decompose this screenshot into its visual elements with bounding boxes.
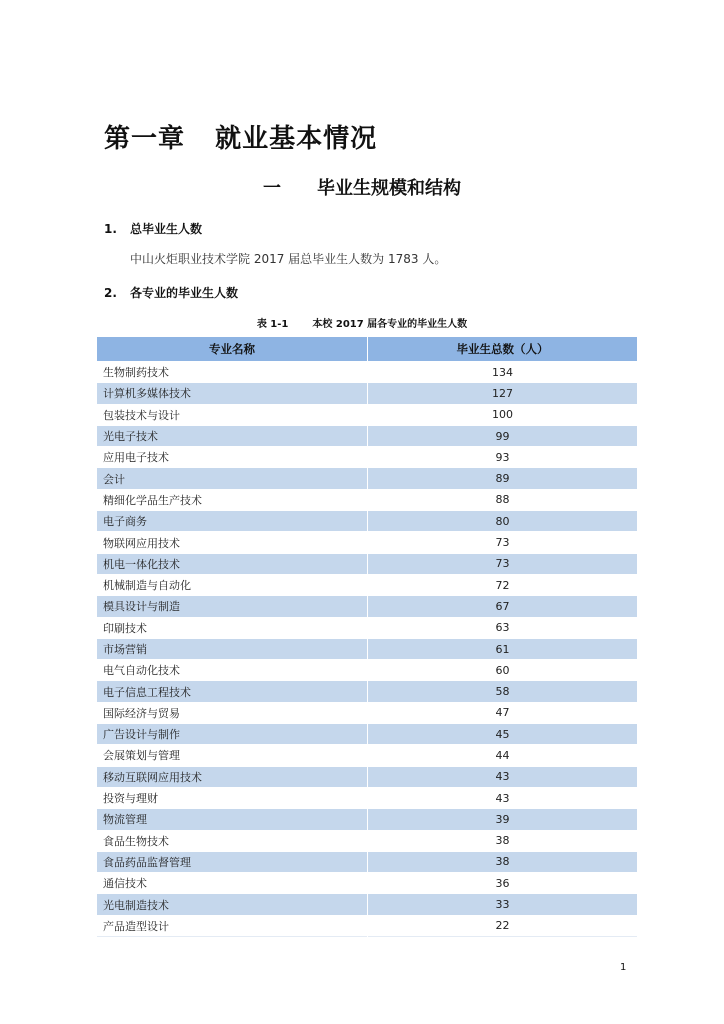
subsection-title: 各专业的毕业生人数 (130, 286, 239, 300)
subsection-heading-total (104, 220, 202, 237)
major-name-cell: 投资与理财 (97, 787, 368, 808)
section-title-text: 毕业生规模和结构 (317, 178, 461, 199)
graduate-count-cell: 39 (368, 809, 638, 830)
major-name-cell: 印刷技术 (97, 617, 368, 638)
graduate-count-cell: 38 (368, 830, 638, 851)
page-number: 1 (620, 962, 627, 973)
graduate-count-cell: 44 (368, 745, 638, 766)
section-number: 一 (263, 178, 281, 199)
major-name-cell: 通信技术 (97, 873, 368, 894)
header-count: 毕业生总数（人） (368, 337, 638, 362)
table-row (97, 553, 637, 574)
graduate-count-cell: 80 (368, 511, 638, 532)
graduate-count-cell: 127 (368, 383, 638, 404)
table-row (97, 638, 637, 659)
table-row (97, 681, 637, 702)
graduate-count-cell: 36 (368, 873, 638, 894)
table-row (97, 489, 637, 510)
table-header-row (97, 337, 637, 362)
major-name-cell: 会计 (97, 468, 368, 489)
table-row (97, 468, 637, 489)
graduate-count-cell: 100 (368, 404, 638, 425)
table-row (97, 915, 637, 936)
table-row (97, 660, 637, 681)
graduate-count-cell: 93 (368, 447, 638, 468)
table-row (97, 830, 637, 851)
table-row (97, 745, 637, 766)
major-name-cell: 生物制药技术 (97, 362, 368, 383)
graduate-count-cell: 43 (368, 787, 638, 808)
graduate-count-cell: 67 (368, 596, 638, 617)
graduate-count-cell: 22 (368, 915, 638, 936)
major-name-cell: 应用电子技术 (97, 447, 368, 468)
major-name-cell: 包装技术与设计 (97, 404, 368, 425)
major-name-cell: 光电子技术 (97, 425, 368, 446)
graduate-count-cell: 33 (368, 894, 638, 915)
total-graduates-paragraph: 中山火炬职业技术学院 2017 届总毕业生人数为 1783 人。 (130, 252, 447, 266)
table-row (97, 702, 637, 723)
major-name-cell: 机电一体化技术 (97, 553, 368, 574)
chapter-title: 第一章 就业基本情况 (104, 124, 378, 154)
header-major: 专业名称 (97, 337, 368, 362)
graduate-count-cell: 63 (368, 617, 638, 638)
graduate-count-cell: 73 (368, 532, 638, 553)
table-row (97, 873, 637, 894)
graduate-count-cell: 72 (368, 574, 638, 595)
graduate-count-cell: 61 (368, 638, 638, 659)
graduate-count-cell: 99 (368, 425, 638, 446)
major-name-cell: 移动互联网应用技术 (97, 766, 368, 787)
graduate-count-cell: 89 (368, 468, 638, 489)
major-name-cell: 广告设计与制作 (97, 724, 368, 745)
graduate-count-cell: 45 (368, 724, 638, 745)
table-row (97, 574, 637, 595)
table-row (97, 447, 637, 468)
table-caption-title: 本校 2017 届各专业的毕业生人数 (312, 319, 468, 330)
table-body (97, 362, 637, 937)
major-name-cell: 计算机多媒体技术 (97, 383, 368, 404)
major-name-cell: 精细化学品生产技术 (97, 489, 368, 510)
subsection-number: 2. (104, 286, 117, 300)
major-name-cell: 机械制造与自动化 (97, 574, 368, 595)
table-row (97, 532, 637, 553)
table-row (97, 894, 637, 915)
table-caption-number: 表 1-1 (256, 319, 289, 330)
table-row (97, 404, 637, 425)
table-row (97, 425, 637, 446)
graduate-count-cell: 38 (368, 851, 638, 872)
graduate-count-cell: 43 (368, 766, 638, 787)
major-name-cell: 光电制造技术 (97, 894, 368, 915)
major-name-cell: 国际经济与贸易 (97, 702, 368, 723)
major-name-cell: 物流管理 (97, 809, 368, 830)
table-row (97, 766, 637, 787)
major-name-cell: 物联网应用技术 (97, 532, 368, 553)
table-row (97, 383, 637, 404)
section-title (0, 174, 724, 200)
subsection-title: 总毕业生人数 (130, 222, 203, 236)
graduate-count-cell: 58 (368, 681, 638, 702)
graduate-count-cell: 134 (368, 362, 638, 383)
table-row (97, 362, 637, 383)
table-row (97, 596, 637, 617)
table-row (97, 851, 637, 872)
table-row (97, 617, 637, 638)
major-name-cell: 电子商务 (97, 511, 368, 532)
graduate-count-cell: 88 (368, 489, 638, 510)
major-name-cell: 电子信息工程技术 (97, 681, 368, 702)
graduate-count-cell: 73 (368, 553, 638, 574)
graduate-count-cell: 47 (368, 702, 638, 723)
major-name-cell: 食品药品监督管理 (97, 851, 368, 872)
table-caption (0, 315, 724, 330)
table-row (97, 511, 637, 532)
table-row (97, 724, 637, 745)
graduates-by-major-table (97, 337, 637, 937)
major-name-cell: 食品生物技术 (97, 830, 368, 851)
subsection-heading-by-major (104, 284, 238, 301)
major-name-cell: 电气自动化技术 (97, 660, 368, 681)
table-row (97, 809, 637, 830)
major-name-cell: 市场营销 (97, 638, 368, 659)
graduate-count-cell: 60 (368, 660, 638, 681)
subsection-number: 1. (104, 222, 117, 236)
major-name-cell: 产品造型设计 (97, 915, 368, 936)
major-name-cell: 模具设计与制造 (97, 596, 368, 617)
major-name-cell: 会展策划与管理 (97, 745, 368, 766)
table-row (97, 787, 637, 808)
